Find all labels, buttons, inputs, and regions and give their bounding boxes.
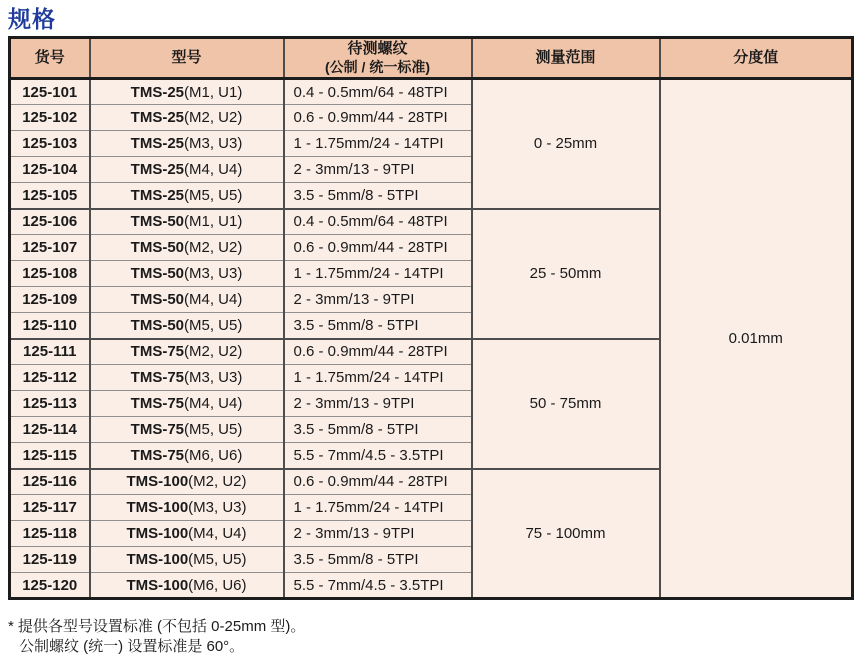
model-cell [90, 521, 284, 547]
model-name: TMS-100 [126, 576, 189, 594]
item-number: 125-120 [10, 573, 90, 599]
footnote-text-1: 提供各型号设置标准 (不包括 0-25mm 型)。 [17, 618, 306, 635]
model-variant: (M4, U4) [188, 525, 247, 542]
item-number: 125-114 [10, 417, 90, 443]
model-name: TMS-25 [130, 186, 184, 204]
model-name: TMS-50 [130, 316, 184, 334]
model-cell [90, 547, 284, 573]
model-variant: (M5, U5) [184, 421, 243, 438]
item-number: 125-113 [10, 391, 90, 417]
spec-table-header [10, 38, 853, 79]
item-number: 125-105 [10, 183, 90, 209]
model-name: TMS-75 [130, 446, 184, 464]
model-name: TMS-50 [130, 291, 184, 308]
item-number: 125-112 [10, 365, 90, 391]
header-thread-line1: 待测螺纹 [347, 39, 408, 57]
thread-cell: 2 - 3mm/13 - 9TPI [284, 391, 472, 417]
item-number: 125-115 [10, 443, 90, 469]
model-variant: (M2, U2) [184, 239, 243, 256]
table-row [10, 79, 853, 105]
item-number: 125-111 [10, 339, 90, 365]
footnote-line-1 [8, 617, 305, 637]
model-variant: (M4, U4) [184, 291, 243, 308]
item-number: 125-119 [10, 547, 90, 573]
model-name: TMS-50 [130, 213, 184, 231]
thread-cell: 1 - 1.75mm/24 - 14TPI [284, 131, 472, 157]
thread-cell: 2 - 3mm/13 - 9TPI [284, 521, 472, 547]
header-item-number: 货号 [10, 38, 90, 79]
model-name: TMS-25 [130, 161, 184, 178]
item-number: 125-118 [10, 521, 90, 547]
model-cell [90, 365, 284, 391]
model-variant: (M3, U3) [184, 135, 243, 152]
model-name: TMS-25 [130, 135, 184, 152]
thread-cell: 5.5 - 7mm/4.5 - 3.5TPI [284, 573, 472, 599]
header-graduation: 分度值 [660, 38, 853, 79]
graduation-cell: 0.01mm [660, 79, 853, 599]
model-variant: (M2, U2) [188, 473, 247, 491]
model-variant: (M6, U6) [188, 576, 247, 594]
thread-cell: 3.5 - 5mm/8 - 5TPI [284, 417, 472, 443]
model-cell [90, 209, 284, 235]
spec-table [8, 36, 854, 600]
thread-cell: 3.5 - 5mm/8 - 5TPI [284, 313, 472, 339]
range-cell: 75 - 100mm [472, 469, 660, 599]
thread-cell: 0.6 - 0.9mm/44 - 28TPI [284, 235, 472, 261]
item-number: 125-103 [10, 131, 90, 157]
item-number: 125-109 [10, 287, 90, 313]
model-name: TMS-50 [130, 265, 184, 282]
model-cell [90, 105, 284, 131]
model-cell [90, 131, 284, 157]
model-name: TMS-75 [130, 369, 184, 386]
model-cell [90, 79, 284, 105]
model-cell [90, 287, 284, 313]
thread-cell: 3.5 - 5mm/8 - 5TPI [284, 547, 472, 573]
model-cell [90, 443, 284, 469]
model-variant: (M6, U6) [184, 446, 243, 464]
model-cell [90, 313, 284, 339]
model-cell [90, 573, 284, 599]
model-variant: (M4, U4) [184, 395, 243, 412]
thread-cell: 0.4 - 0.5mm/64 - 48TPI [284, 79, 472, 105]
model-cell [90, 339, 284, 365]
model-variant: (M1, U1) [184, 83, 243, 101]
model-variant: (M3, U3) [184, 369, 243, 386]
thread-cell: 0.6 - 0.9mm/44 - 28TPI [284, 469, 472, 495]
item-number: 125-110 [10, 313, 90, 339]
thread-cell: 1 - 1.75mm/24 - 14TPI [284, 365, 472, 391]
model-variant: (M5, U5) [188, 551, 247, 568]
item-number: 125-104 [10, 157, 90, 183]
model-variant: (M2, U2) [184, 109, 243, 126]
model-variant: (M1, U1) [184, 213, 243, 231]
page-title: 规格 [8, 6, 56, 32]
range-cell: 50 - 75mm [472, 339, 660, 469]
item-number: 125-117 [10, 495, 90, 521]
thread-cell: 2 - 3mm/13 - 9TPI [284, 157, 472, 183]
model-name: TMS-25 [130, 83, 184, 101]
model-variant: (M5, U5) [184, 316, 243, 334]
thread-cell: 5.5 - 7mm/4.5 - 3.5TPI [284, 443, 472, 469]
range-cell: 0 - 25mm [472, 79, 660, 209]
model-cell [90, 261, 284, 287]
item-number: 125-106 [10, 209, 90, 235]
spec-table-body [10, 79, 853, 599]
item-number: 125-107 [10, 235, 90, 261]
model-cell [90, 157, 284, 183]
model-variant: (M5, U5) [184, 186, 243, 204]
thread-cell: 0.4 - 0.5mm/64 - 48TPI [284, 209, 472, 235]
model-variant: (M2, U2) [184, 343, 243, 361]
item-number: 125-102 [10, 105, 90, 131]
footnote-marker: * [8, 618, 14, 635]
thread-cell: 3.5 - 5mm/8 - 5TPI [284, 183, 472, 209]
model-name: TMS-75 [130, 343, 184, 361]
model-cell [90, 417, 284, 443]
model-cell [90, 391, 284, 417]
model-cell [90, 183, 284, 209]
model-name: TMS-25 [130, 109, 184, 126]
item-number: 125-101 [10, 79, 90, 105]
model-name: TMS-100 [126, 525, 189, 542]
item-number: 125-116 [10, 469, 90, 495]
thread-cell: 1 - 1.75mm/24 - 14TPI [284, 261, 472, 287]
range-cell: 25 - 50mm [472, 209, 660, 339]
header-thread [284, 38, 472, 79]
model-variant: (M3, U3) [188, 499, 247, 516]
item-number: 125-108 [10, 261, 90, 287]
model-name: TMS-100 [126, 499, 189, 516]
model-name: TMS-75 [130, 421, 184, 438]
model-variant: (M4, U4) [184, 161, 243, 178]
thread-cell: 1 - 1.75mm/24 - 14TPI [284, 495, 472, 521]
model-cell [90, 495, 284, 521]
header-range: 测量范围 [472, 38, 660, 79]
header-model: 型号 [90, 38, 284, 79]
model-name: TMS-100 [126, 473, 189, 491]
model-name: TMS-100 [126, 551, 189, 568]
thread-cell: 2 - 3mm/13 - 9TPI [284, 287, 472, 313]
header-row [10, 38, 853, 79]
thread-cell: 0.6 - 0.9mm/44 - 28TPI [284, 339, 472, 365]
model-variant: (M3, U3) [184, 265, 243, 282]
thread-cell: 0.6 - 0.9mm/44 - 28TPI [284, 105, 472, 131]
header-thread-line2: (公制 / 统一标准) [325, 58, 430, 75]
footnote-line-2: 公制螺纹 (统一) 设置标准是 60°。 [19, 637, 245, 655]
model-cell [90, 235, 284, 261]
model-cell [90, 469, 284, 495]
model-name: TMS-75 [130, 395, 184, 412]
model-name: TMS-50 [130, 239, 184, 256]
footnote [8, 617, 305, 657]
